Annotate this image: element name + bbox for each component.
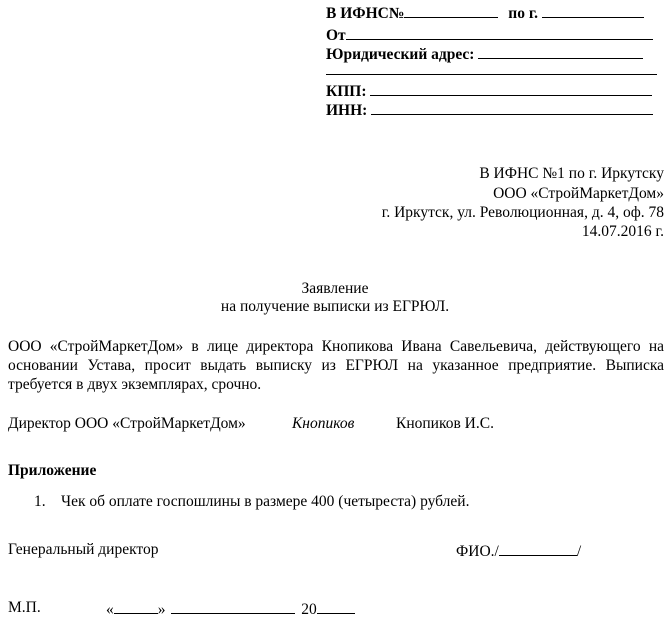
addressee-date: 14.07.2016 г. (581, 223, 664, 240)
inn-field[interactable] (371, 100, 653, 115)
month-field[interactable] (171, 599, 295, 614)
ifns-number-field[interactable] (404, 3, 498, 18)
address-continuation-line[interactable] (326, 74, 657, 75)
header-ifns-row (326, 3, 644, 23)
header-ot-row (326, 25, 653, 45)
year-prefix: 20 (301, 601, 317, 618)
city-field[interactable] (542, 3, 644, 18)
kpp-field[interactable] (370, 81, 652, 96)
quote-close: » (157, 601, 166, 618)
fio-end: / (576, 543, 582, 560)
address-label: Юридический адрес: (326, 46, 475, 63)
from-field[interactable] (346, 25, 653, 40)
header-address-row (326, 44, 643, 64)
quote-open: « (106, 601, 114, 618)
fio-row (456, 541, 581, 561)
kpp-label: КПП: (326, 83, 367, 100)
addressee-line3: г. Иркутск, ул. Революционная, д. 4, оф. 78 (381, 204, 664, 221)
attachment-item-number: 1. (34, 493, 46, 510)
attachment-heading: Приложение (8, 462, 97, 479)
fio-field[interactable] (499, 541, 577, 556)
director-label: Генеральный директор (8, 541, 159, 558)
ifns-label: В ИФНС№ (326, 5, 405, 22)
date-row (106, 599, 355, 619)
year-field[interactable] (317, 599, 355, 614)
addressee-line2: ООО «СтройМаркетДом» (493, 185, 664, 202)
attachment-item-text: Чек об оплате госпошлины в размере 400 (четыреста) рублей. (61, 493, 470, 510)
po-label: по г. (508, 5, 539, 22)
title-line2: на получение выписки из ЕГРЮЛ. (220, 298, 450, 315)
header-kpp-row (326, 81, 652, 101)
title-line1: Заявление (301, 280, 369, 297)
inn-label: ИНН: (326, 102, 368, 119)
header-inn-row (326, 100, 653, 120)
fio-label: ФИО./ (456, 543, 499, 560)
addressee-line1: В ИФНС №1 по г. Иркутску (479, 165, 664, 182)
mp-label: М.П. (8, 599, 41, 616)
body-paragraph: ООО «СтройМаркетДом» в лице директора Кнопикова Ивана Савельевича, действующего на основании Устава, просит выдать выписку из ЕГРЮЛ на указанное предприятие. Выписка требуется в двух экземплярах, срочно. (8, 338, 664, 393)
signature-position: Директор ООО «СтройМаркетДом» (8, 415, 246, 432)
signature-sign: Кнопиков (292, 415, 355, 432)
ot-label: От (326, 27, 346, 44)
address-field[interactable] (478, 44, 643, 59)
signature-name: Кнопиков И.С. (396, 415, 494, 432)
day-field[interactable] (114, 599, 158, 614)
